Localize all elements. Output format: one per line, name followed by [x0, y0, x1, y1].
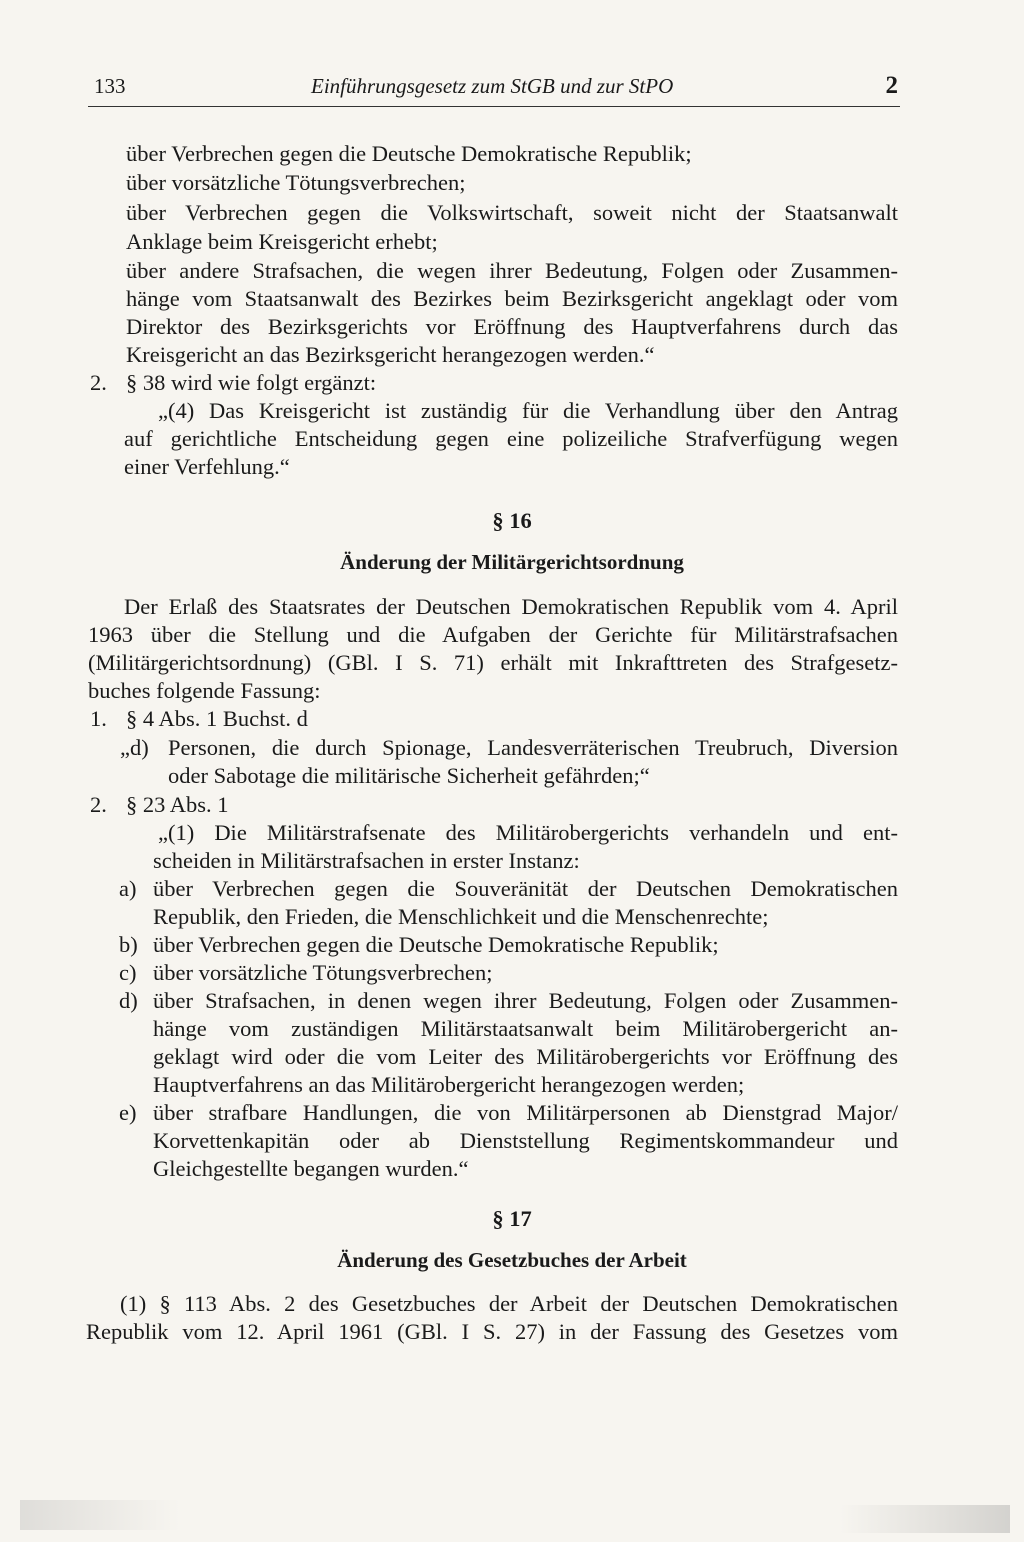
subitem-line: hänge vom zuständigen Militärstaatsanwalt beim Militärobergericht an-	[153, 1016, 898, 1041]
list-number: 1.	[90, 706, 107, 731]
text-line: über Verbrechen gegen die Volkswirtschaft, soweit nicht der Staatsanwalt	[126, 200, 898, 225]
subitem-line: Republik, den Frieden, die Menschlichkeit und die Menschenrechte;	[153, 904, 769, 929]
quote-line: Personen, die durch Spionage, Landesverräterischen Treubruch, Diversion	[168, 735, 898, 760]
quote-line: „(1) Die Militärstrafsenate des Militärobergerichts verhandeln und ent-	[158, 820, 898, 845]
section-number: § 17	[492, 1206, 532, 1231]
quote-line: „(4) Das Kreisgericht ist zuständig für die Verhandlung über den Antrag	[158, 398, 898, 423]
subitem-line: über vorsätzliche Tötungsverbrechen;	[153, 960, 493, 985]
text-line: hänge vom Staatsanwalt des Bezirkes beim Bezirksgericht angeklagt oder vom	[126, 286, 898, 311]
text-line: über vorsätzliche Tötungsverbrechen;	[126, 170, 466, 195]
text-line: Anklage beim Kreisgericht erhebt;	[126, 229, 438, 254]
page-header	[88, 72, 900, 106]
section-heading: Änderung der Militärgerichtsordnung	[340, 550, 684, 574]
chapter-number: 2	[885, 72, 898, 99]
scan-artifact	[840, 1505, 1010, 1533]
subitem-marker: d)	[119, 988, 138, 1013]
subitem-line: geklagt wird oder die vom Leiter des Militärobergerichts vor Eröffnung des	[153, 1044, 898, 1069]
text-line: § 38 wird wie folgt ergänzt:	[126, 370, 377, 395]
quote-line: scheiden in Militärstrafsachen in erster Instanz:	[153, 848, 580, 873]
quote-marker: „d)	[120, 735, 149, 760]
text-line: Direktor des Bezirksgerichts vor Eröffnung des Hauptverfahrens durch das	[126, 314, 898, 339]
list-number: 2.	[90, 370, 107, 395]
section-number: § 16	[492, 508, 532, 533]
text-line: Der Erlaß des Staatsrates der Deutschen Demokratischen Republik vom 4. April	[124, 594, 898, 619]
subitem-line: Hauptverfahrens an das Militärobergericht herangezogen werden;	[153, 1072, 745, 1097]
subitem-marker: e)	[119, 1100, 137, 1125]
text-line: über andere Strafsachen, die wegen ihrer Bedeutung, Folgen oder Zusammen-	[126, 258, 898, 283]
subitem-marker: b)	[119, 932, 138, 957]
subitem-line: über Verbrechen gegen die Souveränität der Deutschen Demokratischen	[153, 876, 898, 901]
running-title: Einführungsgesetz zum StGB und zur StPO	[311, 74, 674, 98]
quote-line: auf gerichtliche Entscheidung gegen eine polizeiliche Strafverfügung wegen	[124, 426, 898, 451]
text-line: (1) § 113 Abs. 2 des Gesetzbuches der Arbeit der Deutschen Demokratischen	[120, 1291, 898, 1316]
header-rule	[88, 106, 900, 107]
list-number: 2.	[90, 792, 107, 817]
subitem-line: über strafbare Handlungen, die von Militärpersonen ab Dienstgrad Major/	[153, 1100, 898, 1125]
text-line: über Verbrechen gegen die Deutsche Demokratische Republik;	[126, 141, 692, 166]
text-line: 1963 über die Stellung und die Aufgaben der Gerichte für Militärstrafsachen	[88, 622, 898, 647]
text-line: buches folgende Fassung:	[88, 678, 321, 703]
section-heading: Änderung des Gesetzbuches der Arbeit	[337, 1248, 687, 1272]
text-line: (Militärgerichtsordnung) (GBl. I S. 71) erhält mit Inkrafttreten des Strafgesetz-	[88, 650, 898, 675]
text-line: § 23 Abs. 1	[126, 792, 229, 817]
subitem-marker: a)	[119, 876, 137, 901]
text-line: Kreisgericht an das Bezirksgericht herangezogen werden.“	[126, 342, 655, 367]
scan-artifact	[20, 1500, 180, 1530]
page-number: 133	[94, 74, 126, 98]
text-line: Republik vom 12. April 1961 (GBl. I S. 27) in der Fassung des Gesetzes vom	[86, 1319, 898, 1344]
quote-line: einer Verfehlung.“	[124, 454, 290, 479]
text-line: § 4 Abs. 1 Buchst. d	[126, 706, 308, 731]
subitem-line: Korvettenkapitän oder ab Dienststellung Regimentskommandeur und	[153, 1128, 898, 1153]
subitem-line: über Strafsachen, in denen wegen ihrer Bedeutung, Folgen oder Zusammen-	[153, 988, 898, 1013]
subitem-line: Gleichgestellte begangen wurden.“	[153, 1156, 469, 1181]
subitem-line: über Verbrechen gegen die Deutsche Demokratische Republik;	[153, 932, 719, 957]
subitem-marker: c)	[119, 960, 137, 985]
quote-line: oder Sabotage die militärische Sicherheit gefährden;“	[168, 763, 650, 788]
